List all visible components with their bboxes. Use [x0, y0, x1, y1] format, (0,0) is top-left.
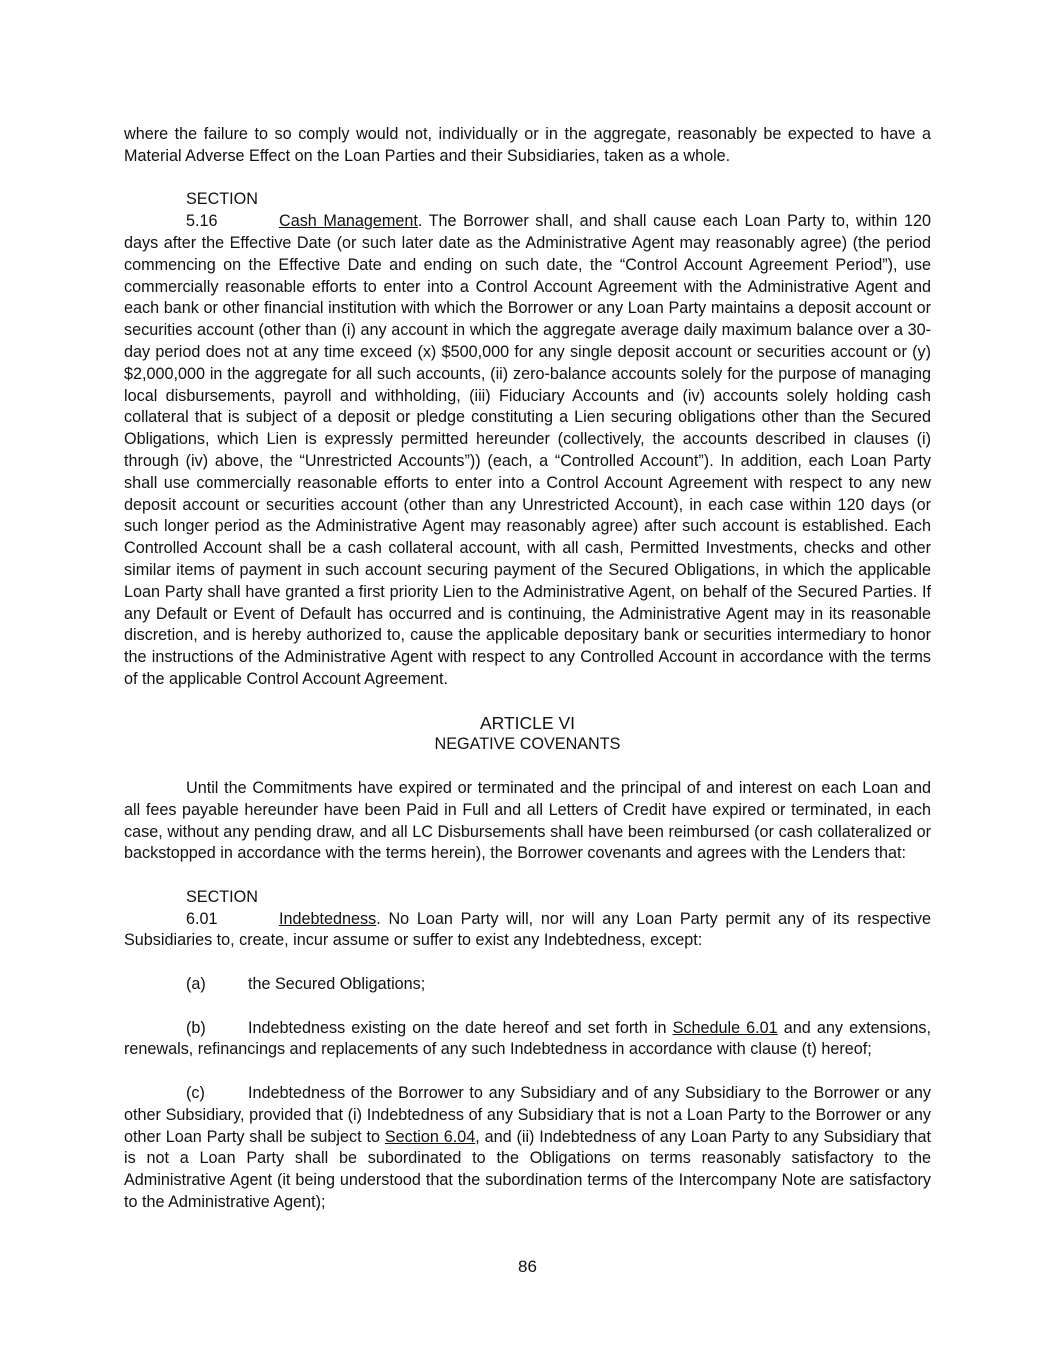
- section-number: SECTION 5.16: [186, 190, 258, 231]
- section-number: SECTION 6.01: [186, 887, 258, 928]
- clause-label: (a): [186, 975, 206, 994]
- article-heading: [124, 713, 931, 757]
- section-body: . The Borrower shall, and shall cause each Loan Party to, within 120 days after the Effective Date (or such later date as the Administrative Agent may reasonably agree) (the period commencing on the Effective Date and ending on such date, the “Control Account Agreement Period”), use commercially reasonable efforts to enter into a Control Account Agreement with the Administrative Agent and each bank or other financial institution with which the Borrower or any Loan Party maintains a deposit account or securities account (other than (i) any account in which the aggregate average daily maximum balance over a 30-day period does not at any time exceed (x) $500,000 for any single deposit account or securities account or (y) $2,000,000 in the aggregate for all such accounts, (ii) zero-balance accounts solely for the purpose of managing local disbursements, payroll and withholding, (iii) Fiduciary Accounts and (iv) accounts solely holding cash collateral that is subject of a deposit or pledge constituting a Lien securing obligations other than the Secured Obligations, which Lien is expressly permitted hereunder (collectively, the accounts described in clauses (i) through (iv) above, the “Unrestricted Accounts”)) (each, a “Controlled Account”). In addition, each Loan Party shall use commercially reasonable efforts to enter into a Control Account Agreement with respect to any new deposit account or securities account (other than any Unrestricted Account), in each case within 120 days (or such longer period as the Administrative Agent may reasonably agree) after such account is established. Each Controlled Account shall be a cash collateral account, with all cash, Permitted Investments, checks and other similar items of payment in such account securing payment of the Secured Obligations, in which the applicable Loan Party shall have granted a first priority Lien to the Administrative Agent, on behalf of the Secured Parties. If any Default or Event of Default has occurred and is continuing, the Administrative Agent may in its reasonable discretion, and is hereby authorized to, cause the applicable depositary bank or securities intermediary to honor the instructions of the Administrative Agent with respect to any Controlled Account in accordance with the terms of the applicable Control Account Agreement.: [124, 212, 931, 688]
- clause-text: Indebtedness existing on the date hereof and set forth in: [248, 1018, 673, 1037]
- page-number: 86: [518, 1257, 537, 1276]
- clause-b: [124, 1018, 931, 1062]
- clause-label: (b): [186, 1018, 206, 1037]
- clause-label: (c): [186, 1084, 205, 1103]
- clause-text-continued: and any extensions, renewals, refinancings and replacements of any such Indebtedness in accordance with clause (t) hereof;: [124, 1018, 931, 1059]
- clause-text: the Secured Obligations;: [248, 975, 426, 994]
- schedule-reference: Schedule 6.01: [672, 1018, 778, 1037]
- clause-a: [124, 974, 931, 996]
- clause-c: [124, 1083, 931, 1214]
- clause-text: Indebtedness of the Borrower to any Subsidiary and of any Subsidiary to the Borrower or any other Subsidiary, provided that (i) Indebtedness of any Subsidiary that is not a Loan Party to the Borrower or any other Loan Party shall be subject to: [124, 1084, 931, 1146]
- section-title: Cash Management: [279, 212, 418, 231]
- article-intro: Until the Commitments have expired or terminated and the principal of and interest on each Loan and all fees payable hereunder have been Paid in Full and all Letters of Credit have expired or terminated, in each case, without any pending draw, and all LC Disbursements shall have been reimbursed (or cash collateralized or backstopped in accordance with the terms herein), the Borrower covenants and agrees with the Lenders that:: [124, 778, 931, 863]
- document-page: [124, 124, 931, 1236]
- article-subtitle: NEGATIVE COVENANTS: [434, 735, 621, 754]
- section-5-16: [124, 189, 931, 690]
- section-6-01: [124, 887, 931, 952]
- article-title: ARTICLE VI: [480, 712, 575, 733]
- section-reference: Section 6.04: [384, 1127, 476, 1146]
- paragraph-continuation: where the failure to so comply would not, individually or in the aggregate, reasonably be expected to have a Material Adverse Effect on the Loan Parties and their Subsidiaries, taken as a whole.: [124, 125, 931, 165]
- section-body: . No Loan Party will, nor will any Loan Party permit any of its respective Subsidiaries to, create, incur assume or suffer to exist any Indebtedness, except:: [124, 909, 931, 950]
- clause-text-continued: , and (ii) Indebtedness of any Loan Party to any Subsidiary that is not a Loan Party shall be subordinated to the Obligations on terms reasonably satisfactory to the Administrative Agent (it being understood that the subordination terms of the Intercompany Note are satisfactory to the Administrative Agent);: [124, 1127, 931, 1212]
- section-title: Indebtedness: [279, 909, 377, 928]
